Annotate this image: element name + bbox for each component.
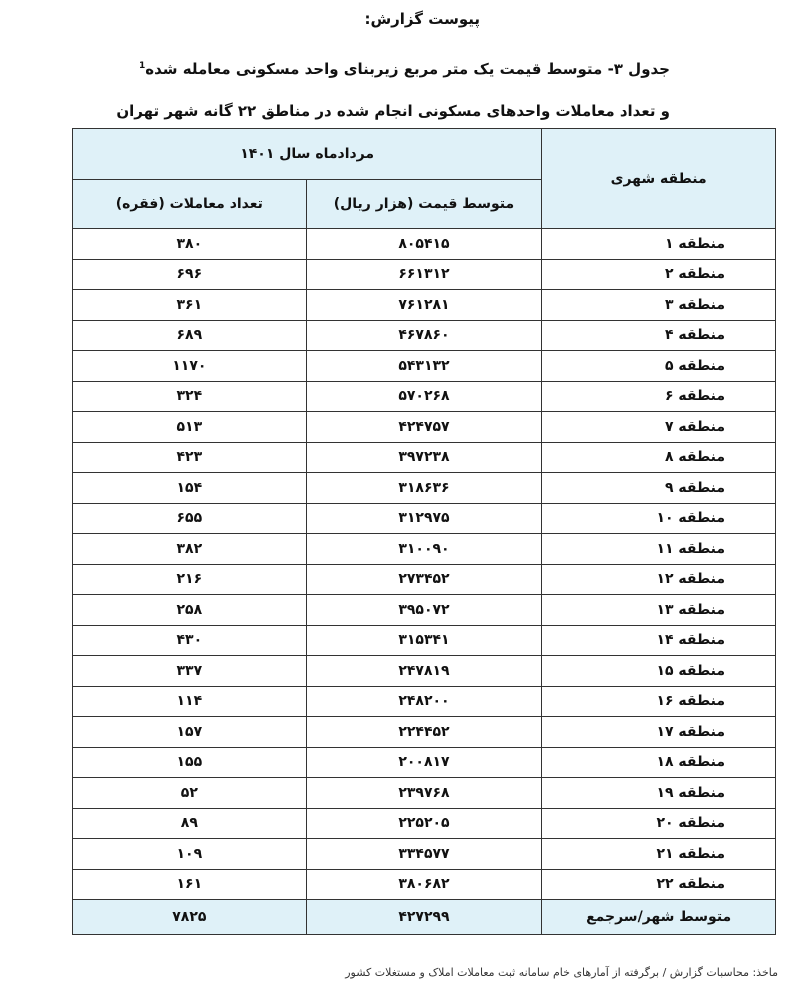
region-cell: منطقه ۱۵ <box>542 656 776 687</box>
column-header-count: تعداد معاملات (فقره) <box>73 180 307 229</box>
price-cell: ۳۹۵۰۷۲ <box>306 595 542 626</box>
price-cell: ۲۲۵۲۰۵ <box>306 808 542 839</box>
table-caption-line1 <box>139 60 670 78</box>
page-title: پیوست گزارش: <box>364 10 480 28</box>
count-cell: ۱۵۵ <box>73 747 307 778</box>
price-cell: ۷۶۱۲۸۱ <box>306 290 542 321</box>
column-header-region: منطقه شهری <box>542 129 776 229</box>
count-cell: ۵۱۳ <box>73 412 307 443</box>
table-row <box>73 351 776 382</box>
price-cell: ۸۰۵۴۱۵ <box>306 229 542 260</box>
count-cell: ۱۱۷۰ <box>73 351 307 382</box>
table-row <box>73 229 776 260</box>
table-row <box>73 534 776 565</box>
region-cell: منطقه ۴ <box>542 320 776 351</box>
table-row <box>73 320 776 351</box>
count-cell: ۶۹۶ <box>73 259 307 290</box>
price-cell: ۲۷۳۴۵۲ <box>306 564 542 595</box>
price-cell: ۶۶۱۳۱۲ <box>306 259 542 290</box>
count-cell: ۲۵۸ <box>73 595 307 626</box>
table-row <box>73 442 776 473</box>
count-cell: ۳۲۴ <box>73 381 307 412</box>
price-cell: ۲۴۸۲۰۰ <box>306 686 542 717</box>
region-cell: منطقه ۱۹ <box>542 778 776 809</box>
region-cell: منطقه ۱۸ <box>542 747 776 778</box>
table-row <box>73 717 776 748</box>
region-cell: منطقه ۸ <box>542 442 776 473</box>
total-row <box>73 900 776 935</box>
total-count-cell: ۷۸۲۵ <box>73 900 307 935</box>
count-cell: ۴۲۳ <box>73 442 307 473</box>
total-price-cell: ۴۲۷۲۹۹ <box>306 900 542 935</box>
price-cell: ۵۴۳۱۳۲ <box>306 351 542 382</box>
table-row <box>73 808 776 839</box>
count-cell: ۱۵۴ <box>73 473 307 504</box>
price-cell: ۵۷۰۲۶۸ <box>306 381 542 412</box>
price-cell: ۳۱۲۹۷۵ <box>306 503 542 534</box>
region-cell: منطقه ۹ <box>542 473 776 504</box>
region-cell: منطقه ۵ <box>542 351 776 382</box>
price-cell: ۳۱۵۳۴۱ <box>306 625 542 656</box>
table-row <box>73 595 776 626</box>
table-caption-line2: و تعداد معاملات واحدهای مسکونی انجام شده در مناطق ۲۲ گانه شهر تهران <box>116 102 670 120</box>
table-row <box>73 625 776 656</box>
region-cell: منطقه ۱۷ <box>542 717 776 748</box>
region-cell: منطقه ۷ <box>542 412 776 443</box>
count-cell: ۵۲ <box>73 778 307 809</box>
region-cell: منطقه ۲۰ <box>542 808 776 839</box>
count-cell: ۱۵۷ <box>73 717 307 748</box>
count-cell: ۳۸۰ <box>73 229 307 260</box>
region-cell: منطقه ۱۰ <box>542 503 776 534</box>
count-cell: ۱۶۱ <box>73 869 307 900</box>
region-cell: منطقه ۱۴ <box>542 625 776 656</box>
table-row <box>73 412 776 443</box>
caption-text: جدول ۳- متوسط قیمت یک متر مربع زیربنای واحد مسکونی معامله شده <box>145 60 670 78</box>
price-cell: ۲۲۴۴۵۲ <box>306 717 542 748</box>
price-cell: ۳۱۸۶۳۶ <box>306 473 542 504</box>
column-header-price: متوسط قیمت (هزار ریال) <box>306 180 542 229</box>
region-cell: منطقه ۱۶ <box>542 686 776 717</box>
table-row <box>73 747 776 778</box>
price-cell: ۳۹۷۲۳۸ <box>306 442 542 473</box>
region-cell: منطقه ۳ <box>542 290 776 321</box>
count-cell: ۱۰۹ <box>73 839 307 870</box>
table-row <box>73 564 776 595</box>
price-cell: ۴۲۴۷۵۷ <box>306 412 542 443</box>
count-cell: ۸۹ <box>73 808 307 839</box>
count-cell: ۴۳۰ <box>73 625 307 656</box>
table-row <box>73 381 776 412</box>
total-region-cell: متوسط شهر/سرجمع <box>542 900 776 935</box>
count-cell: ۳۸۲ <box>73 534 307 565</box>
table-row <box>73 290 776 321</box>
count-cell: ۳۶۱ <box>73 290 307 321</box>
price-cell: ۲۰۰۸۱۷ <box>306 747 542 778</box>
column-group-header: مردادماه سال ۱۴۰۱ <box>73 129 542 180</box>
region-cell: منطقه ۱ <box>542 229 776 260</box>
region-cell: منطقه ۲ <box>542 259 776 290</box>
region-cell: منطقه ۱۳ <box>542 595 776 626</box>
source-footnote: ماخذ: محاسبات گزارش / برگرفته از آمارهای خام سامانه ثبت معاملات املاک و مستغلات کشور <box>345 966 778 979</box>
count-cell: ۲۱۶ <box>73 564 307 595</box>
price-cell: ۳۸۰۶۸۲ <box>306 869 542 900</box>
count-cell: ۶۵۵ <box>73 503 307 534</box>
price-table <box>72 128 776 935</box>
table-row <box>73 839 776 870</box>
region-cell: منطقه ۲۲ <box>542 869 776 900</box>
price-cell: ۳۳۴۵۷۷ <box>306 839 542 870</box>
count-cell: ۶۸۹ <box>73 320 307 351</box>
region-cell: منطقه ۶ <box>542 381 776 412</box>
table-row <box>73 869 776 900</box>
table-row <box>73 503 776 534</box>
price-cell: ۲۳۹۷۶۸ <box>306 778 542 809</box>
price-cell: ۳۱۰۰۹۰ <box>306 534 542 565</box>
price-cell: ۲۴۷۸۱۹ <box>306 656 542 687</box>
count-cell: ۳۳۷ <box>73 656 307 687</box>
table-row <box>73 473 776 504</box>
price-cell: ۴۶۷۸۶۰ <box>306 320 542 351</box>
region-cell: منطقه ۱۲ <box>542 564 776 595</box>
region-cell: منطقه ۲۱ <box>542 839 776 870</box>
table-row <box>73 259 776 290</box>
table-row <box>73 656 776 687</box>
count-cell: ۱۱۴ <box>73 686 307 717</box>
caption-footnote-marker: 1 <box>139 61 146 71</box>
region-cell: منطقه ۱۱ <box>542 534 776 565</box>
table-row <box>73 778 776 809</box>
table-row <box>73 686 776 717</box>
